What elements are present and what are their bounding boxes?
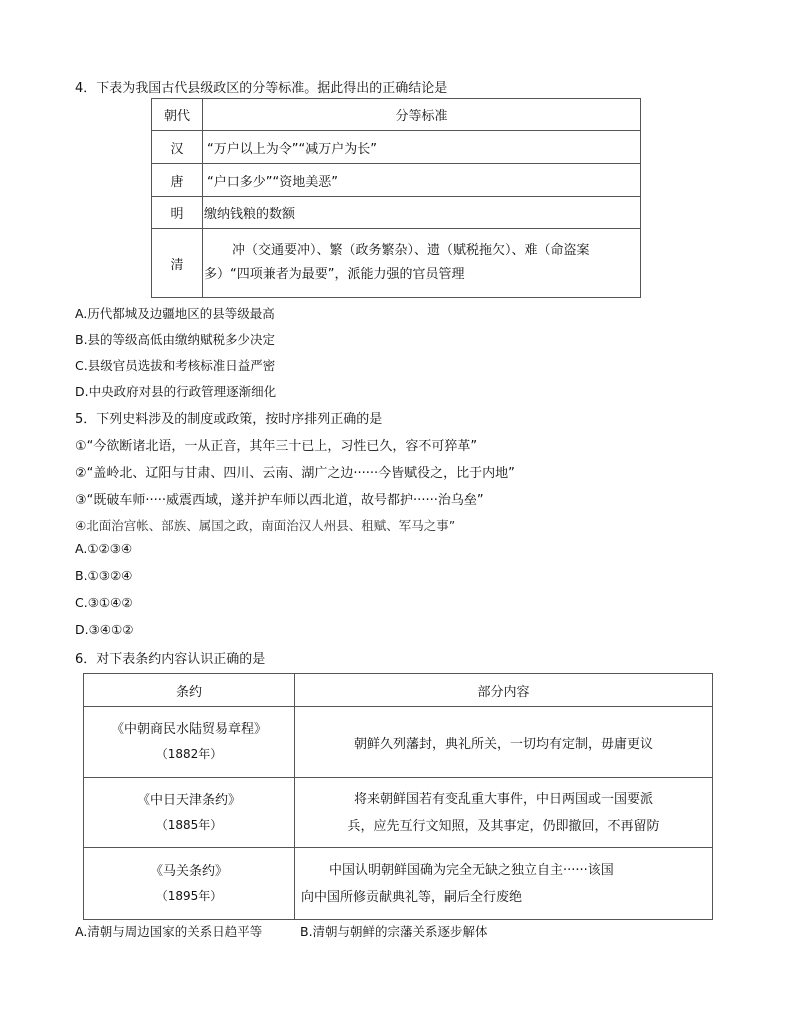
standard-cell: “户口多少”“资地美恶” <box>203 164 641 197</box>
dynasty-cell: 明 <box>152 197 203 229</box>
table-header-row <box>84 674 713 707</box>
content-line: 朝鲜久列藩封，典礼所关，一切均有定制，毋庸更议 <box>353 736 653 752</box>
treaty-year: （1885年） <box>155 817 223 832</box>
treaty-name: 《中朝商民水陆贸易章程》 <box>110 722 267 737</box>
q4-option-d: D.中央政府对县的行政管理逐渐细化 <box>75 384 277 399</box>
q5-option-c: C.③①④② <box>75 595 133 610</box>
content-cell <box>295 848 713 920</box>
q4-option-b: B.县的等级高低由缴纳赋税多少决定 <box>75 332 276 347</box>
table-row <box>152 229 641 298</box>
standard-cell: “万户以上为令”“减万户为长” <box>203 131 641 164</box>
q5-item-3: ③“既破车师·····威震西域，遂并护车师以西北道，故号都护······治乌垒” <box>75 493 484 508</box>
standard-cell: 缴纳钱粮的数额 <box>203 197 641 229</box>
table-row <box>84 848 713 920</box>
content-line: 将来朝鲜国若有变乱重大事件，中日两国或一国要派 <box>353 791 653 807</box>
q4-title: 4．下表为我国古代县级政区的分等标准。据此得出的正确结论是 <box>75 81 448 96</box>
table-row <box>84 778 713 848</box>
table-row <box>152 131 641 164</box>
q4-option-a: A.历代都城及边疆地区的县等级最高 <box>75 306 275 321</box>
treaty-name: 《马关条约》 <box>149 863 228 879</box>
standard-cell <box>203 229 641 298</box>
content-line: 兵，应先互行文知照，及其事定，仍即撤回，不再留防 <box>347 818 660 834</box>
q6-option-a: A.清朝与周边国家的关系日趋平等 <box>75 924 263 939</box>
header-cell: 条约 <box>84 674 295 707</box>
header-cell: 部分内容 <box>295 674 713 707</box>
treaty-cell <box>84 707 295 778</box>
content-cell <box>295 707 713 778</box>
q5-option-d: D.③④①② <box>75 622 134 637</box>
table-row <box>152 197 641 229</box>
q4-table <box>151 98 641 298</box>
standard-line: 冲（交通要冲）、繁（政务繁杂）、遗（赋税拖欠）、难（命盗案 <box>232 243 590 258</box>
q5-item-2: ②“盖岭北、辽阳与甘肃、四川、云南、湖广之边······今皆赋役之，比于内地” <box>75 466 515 481</box>
treaty-year: （1895年） <box>155 888 223 903</box>
q5-option-a: A.①②③④ <box>75 541 133 556</box>
q5-item-4: ④北面治宫帐、部族、属国之政，南面治汉人州县、租赋、军马之事” <box>75 518 456 533</box>
q5-title: 5．下列史料涉及的制度或政策，按时序排列正确的是 <box>75 412 383 427</box>
content-cell <box>295 778 713 848</box>
content-line: 向中国所修贡献典礼等，嗣后全行废绝 <box>301 889 523 905</box>
header-cell: 朝代 <box>152 99 203 131</box>
q5-option-b: B.①③②④ <box>75 568 133 583</box>
table-row <box>152 164 641 197</box>
dynasty-cell: 汉 <box>152 131 203 164</box>
header-cell: 分等标准 <box>203 99 641 131</box>
q6-table <box>83 673 713 920</box>
q4-option-c: C.县级官员选拔和考核标准日益严密 <box>75 358 276 373</box>
dynasty-cell: 清 <box>152 229 203 298</box>
treaty-year: （1882年） <box>155 747 223 761</box>
q6-title: 6．对下表条约内容认识正确的是 <box>75 652 266 667</box>
q6-option-b: B.清朝与朝鲜的宗藩关系逐步解体 <box>300 924 488 939</box>
dynasty-cell: 唐 <box>152 164 203 197</box>
treaty-cell <box>84 778 295 848</box>
q5-item-1: ①“今欲断诸北语，一从正音，其年三十已上，习性已久，容不可猝革” <box>75 439 478 454</box>
content-line: 中国认明朝鲜国确为完全无缺之独立自主······该国 <box>329 862 614 878</box>
table-header-row <box>152 99 641 131</box>
standard-line: 多）“四项兼者为最要”，派能力强的官员管理 <box>204 267 465 282</box>
treaty-cell <box>84 848 295 920</box>
treaty-name: 《中日天津条约》 <box>136 792 241 808</box>
table-row <box>84 707 713 778</box>
